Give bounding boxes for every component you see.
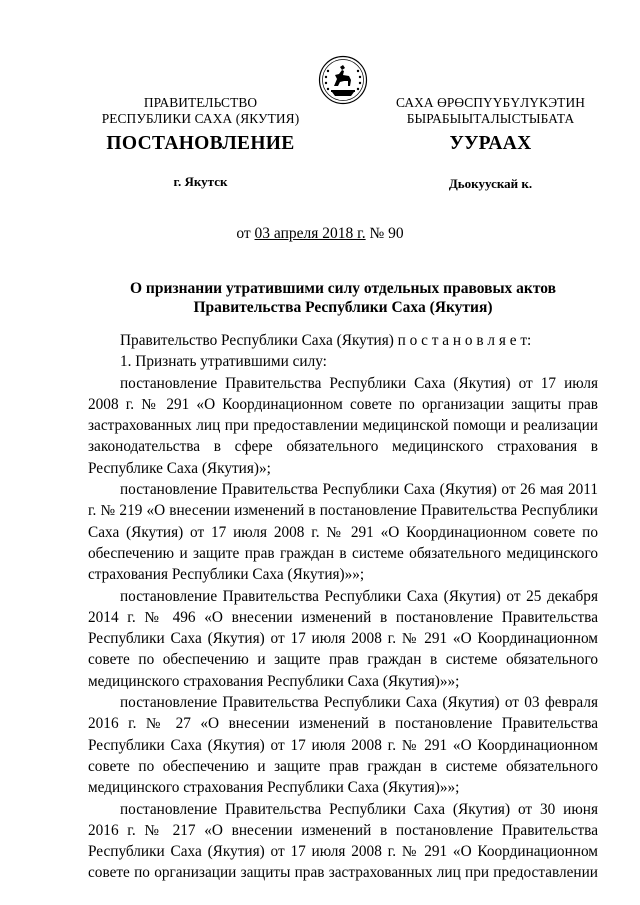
body-paragraph: Правительство Республики Саха (Якутия) п о с т а н о в л я е т: [120,332,532,349]
document-body [88,330,598,884]
coat-of-arms-icon [318,55,368,105]
body-paragraph: 1. Признать утратившими силу: [120,353,327,371]
issuer-ru-line2: РЕСПУБЛИКИ САХА (ЯКУТИЯ) [101,111,300,126]
date-number-line [0,225,640,243]
doc-type-ru: ПОСТАНОВЛЕНИЕ [106,133,295,154]
document-subject [88,279,598,317]
body-paragraph: постановление Правительства Республики Саха (Якутия) от 30 июня 2016 г. № 217 «О внесении изменений в постановление Правительства Республики Саха (Якутия) от 17 июля 2008 г. № 291 «О Координационном совете по организации защиты прав застрахованных лиц при предоставлении [88,800,598,882]
body-paragraph: постановление Правительства Республики Саха (Якутия) от 26 мая 2011 г. № 219 «О внесении изменений в постановление Правительства Республики Саха (Якутия) от 17 июля 2008 г. № 291 «О Координационном совете по обеспечению и защите прав граждан в системе обязательного медицинского страхования Республики Саха (Якутия)»»; [88,481,598,584]
city-sakha: Дьокуускай к. [448,176,533,191]
date-prefix: от [236,225,255,242]
issuer-sakha-line1: САХА ӨРӨСПҮҮБҮЛҮКЭТИН [395,95,586,110]
issuer-sakha [383,95,598,127]
document-date: 03 апреля 2018 г. [254,225,366,242]
subject-line2: Правительства Республики Саха (Якутия) [193,299,493,316]
issuer-ru [88,95,313,127]
issuer-sakha-line2: БЫРАБЫЫТАЛЫСТЫБАТА [406,111,575,126]
body-paragraph: постановление Правительства Республики Саха (Якутия) от 25 декабря 2014 г. № 496 «О внесении изменений в постановление Правительства Республики Саха (Якутия) от 17 июля 2008 г. № 291 «О Координационном совете по обеспечению и защите прав граждан в системе обязательного медицинского страхования Республики Саха (Якутия)»»; [88,587,598,690]
doc-type-sakha: УУРААХ [449,133,532,154]
document-number: № 90 [365,225,404,242]
body-paragraph: постановление Правительства Республики Саха (Якутия) от 03 февраля 2016 г. № 27 «О внесении изменений в постановление Правительства Республики Саха (Якутия) от 17 июля 2008 г. № 291 «О Координационном совете по обеспечению и защите прав граждан в системе обязательного медицинского страхования Республики Саха (Якутия)»»; [88,694,598,797]
subject-line1: О признании утратившими силу отдельных правовых актов [129,280,556,297]
city-ru: г. Якутск [173,174,228,189]
body-paragraph: постановление Правительства Республики Саха (Якутия) от 17 июля 2008 г. № 291 «О Координационном совете по организации защиты прав застрахованных лиц при предоставлении медицинской помощи и реализации законодательства в сфере обязательного медицинского страхования в Республике Саха (Якутия)»; [88,374,598,477]
issuer-ru-line1: ПРАВИТЕЛЬСТВО [143,95,258,110]
